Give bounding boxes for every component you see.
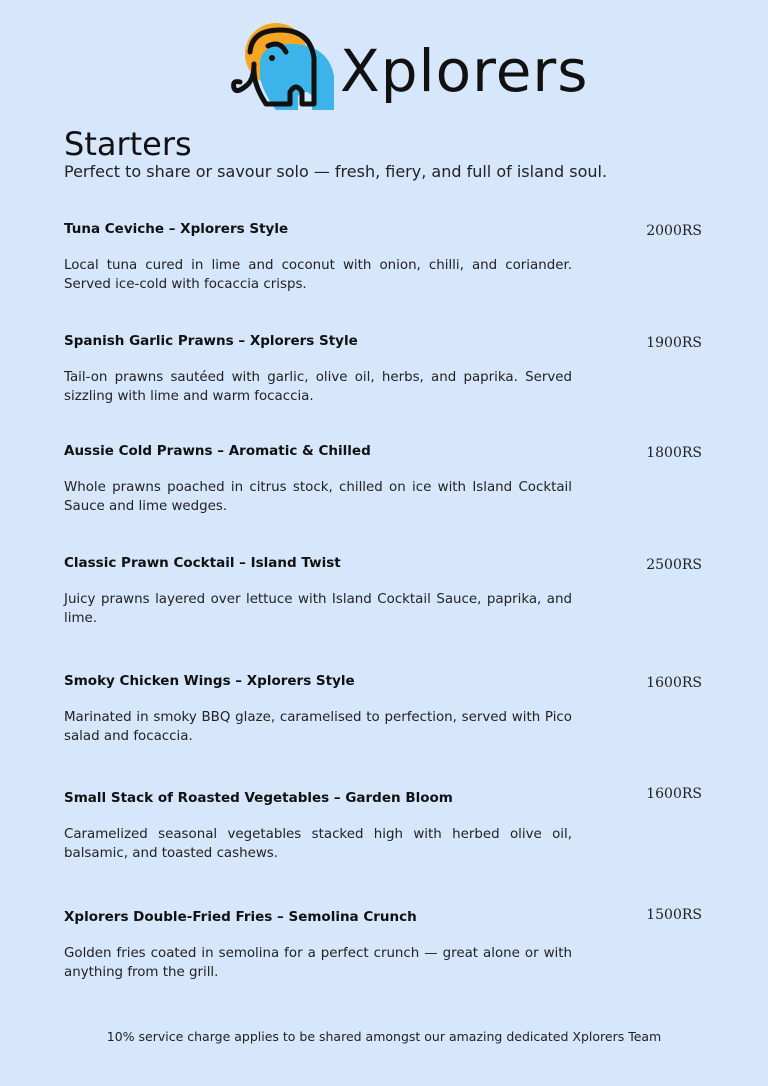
item-name: Tuna Ceviche – Xplorers Style (64, 221, 289, 237)
item-description: Local tuna cured in lime and coconut with onion, chilli, and coriander. Served ice-cold with focaccia crisps. (64, 258, 572, 292)
item-price: 2000RS (646, 223, 702, 239)
item-description: Marinated in smoky BBQ glaze, caramelised to perfection, served with Pico salad and focaccia. (64, 710, 572, 744)
item-price: 1600RS (646, 786, 702, 802)
item-description: Juicy prawns layered over lettuce with Island Cocktail Sauce, paprika, and lime. (64, 592, 572, 626)
item-description: Caramelized seasonal vegetables stacked high with herbed olive oil, balsamic, and toasted cashews. (64, 827, 572, 861)
brand-name: Xplorers (340, 37, 589, 105)
item-price: 1800RS (646, 445, 702, 461)
item-name: Classic Prawn Cocktail – Island Twist (64, 555, 341, 571)
service-charge-note: 10% service charge applies to be shared amongst our amazing dedicated Xplorers Team (106, 1029, 662, 1044)
item-price: 1900RS (646, 335, 702, 351)
section-subtitle: Perfect to share or savour solo — fresh, fiery, and full of island soul. (64, 162, 608, 181)
item-description: Whole prawns poached in citrus stock, chilled on ice with Island Cocktail Sauce and lime wedges. (64, 480, 572, 514)
item-name: Aussie Cold Prawns – Aromatic & Chilled (64, 443, 371, 459)
item-price: 1600RS (646, 675, 702, 691)
item-price: 2500RS (646, 557, 702, 573)
xplorers-logo (228, 18, 589, 128)
item-name: Smoky Chicken Wings – Xplorers Style (64, 673, 355, 689)
item-price: 1500RS (646, 907, 702, 923)
item-name: Xplorers Double-Fried Fries – Semolina Crunch (64, 909, 417, 925)
elephant-logo-icon (228, 18, 340, 128)
item-name: Spanish Garlic Prawns – Xplorers Style (64, 333, 358, 349)
item-name: Small Stack of Roasted Vegetables – Garden Bloom (64, 790, 453, 806)
section-title: Starters (64, 125, 192, 163)
item-description: Golden fries coated in semolina for a perfect crunch — great alone or with anything from the grill. (64, 946, 572, 980)
item-description: Tail-on prawns sautéed with garlic, olive oil, herbs, and paprika. Served sizzling with lime and warm focaccia. (64, 370, 572, 404)
